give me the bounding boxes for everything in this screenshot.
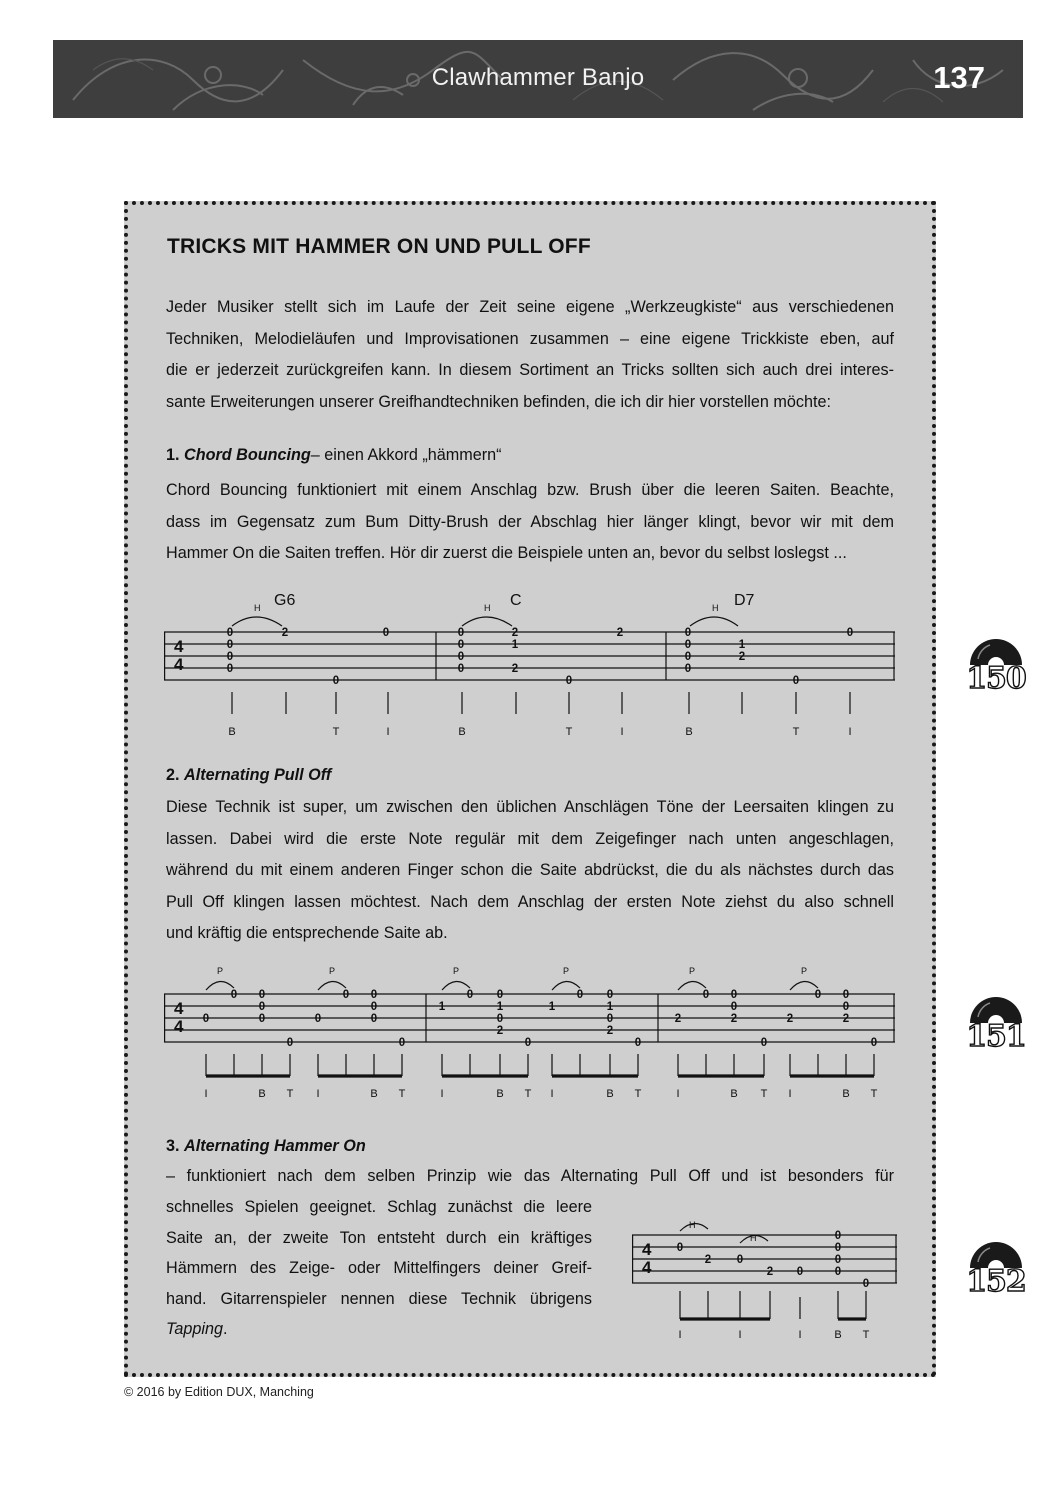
svg-text:T: T: [760, 1088, 768, 1100]
chord-names: [274, 592, 755, 609]
svg-text:0: 0: [496, 989, 504, 1001]
svg-text:0: 0: [606, 1013, 614, 1025]
svg-text:0: 0: [466, 989, 474, 1001]
svg-text:B: B: [842, 1088, 850, 1100]
svg-text:0: 0: [684, 627, 692, 639]
svg-text:I: I: [788, 1088, 792, 1100]
item3-title: [166, 1137, 366, 1156]
svg-text:0: 0: [258, 1013, 266, 1025]
svg-text:0: 0: [457, 639, 465, 651]
item3-line: – funktioniert nach dem selben Prinzip wie das Alternating Pull Off und ist besonders für: [166, 1167, 894, 1185]
svg-text:H: H: [750, 1233, 757, 1243]
svg-text:2: 2: [704, 1254, 712, 1266]
item2-line: Diese Technik ist super, um zwischen den üblichen Anschlägen Töne der Leersaiten klingen zu: [166, 798, 894, 816]
svg-text:0: 0: [814, 989, 822, 1001]
svg-text:2: 2: [511, 663, 519, 675]
svg-text:2: 2: [511, 627, 519, 639]
svg-text:0: 0: [634, 1037, 642, 1049]
svg-text:0: 0: [332, 675, 340, 687]
item3-name: Alternating Hammer On: [184, 1137, 366, 1155]
svg-text:0: 0: [202, 1013, 210, 1025]
svg-text:1: 1: [511, 639, 519, 651]
svg-text:B: B: [606, 1088, 614, 1100]
svg-text:0: 0: [457, 651, 465, 663]
svg-text:0: 0: [226, 627, 234, 639]
item1-line: Chord Bouncing funktioniert mit einem Anschlag bzw. Brush über die leeren Saiten. Beachte,: [166, 481, 894, 499]
item3-line: hand. Gitarrenspieler nennen diese Technik übrigens: [166, 1289, 592, 1308]
svg-text:I: I: [386, 726, 390, 738]
svg-text:I: I: [316, 1088, 320, 1100]
svg-text:B: B: [496, 1088, 504, 1100]
svg-text:0: 0: [286, 1037, 294, 1049]
page-header: [53, 40, 1023, 118]
svg-text:P: P: [329, 966, 336, 976]
item3-line-last: Tapping.: [166, 1320, 228, 1338]
svg-text:0: 0: [676, 1242, 684, 1254]
svg-text:0: 0: [226, 663, 234, 675]
svg-text:0: 0: [834, 1230, 842, 1242]
svg-text:I: I: [678, 1329, 682, 1341]
svg-text:2: 2: [616, 627, 624, 639]
item1-subtitle: – einen Akkord „hämmern“: [310, 446, 502, 464]
svg-text:0: 0: [760, 1037, 768, 1049]
svg-text:0: 0: [862, 1278, 870, 1290]
hammer-mark: H: [484, 603, 491, 613]
cd-track-151: [964, 983, 1028, 1065]
svg-text:0: 0: [370, 1001, 378, 1013]
hammer-mark: H: [712, 603, 719, 613]
tab-alternating-hammer-on: [632, 1215, 898, 1345]
svg-text:I: I: [798, 1329, 802, 1341]
intro-line: Techniken, Melodieläufen und Improvisationen zusammen – eine eigene Trickkiste eben, auf: [166, 329, 894, 348]
cd-track-152: [964, 1228, 1028, 1310]
svg-text:0: 0: [684, 639, 692, 651]
svg-text:0: 0: [314, 1013, 322, 1025]
svg-text:0: 0: [702, 989, 710, 1001]
svg-text:B: B: [685, 726, 693, 738]
stroke-labels: [228, 726, 851, 738]
item3-line: Hämmern des Zeige- oder Mittelfingers deiner Greif-: [166, 1259, 592, 1277]
svg-text:P: P: [563, 966, 570, 976]
item3-line: Saite an, der zweite Ton entsteht durch ein kräftiges: [166, 1228, 592, 1247]
svg-text:0: 0: [576, 989, 584, 1001]
svg-text:4: 4: [174, 999, 184, 1018]
svg-text:I: I: [440, 1088, 444, 1100]
svg-text:B: B: [370, 1088, 378, 1100]
svg-text:0: 0: [684, 663, 692, 675]
svg-text:0: 0: [792, 675, 800, 687]
svg-text:T: T: [398, 1088, 406, 1100]
svg-text:T: T: [332, 726, 340, 738]
svg-text:2: 2: [674, 1013, 682, 1025]
intro-line: die er jederzeit zurückgreifen kann. In diesem Sortiment an Tricks sollten sich auch drei interes-: [166, 361, 894, 379]
svg-text:0: 0: [370, 1013, 378, 1025]
book-title: Clawhammer Banjo: [431, 64, 645, 91]
section-heading: TRICKS MIT HAMMER ON UND PULL OFF: [167, 235, 591, 258]
svg-text:0: 0: [524, 1037, 532, 1049]
page-number: 137: [933, 60, 985, 95]
svg-text:I: I: [848, 726, 852, 738]
intro-line: Jeder Musiker stellt sich im Laufe der Zeit seine eigene „Werkzeugkiste“ aus verschiedenen: [166, 298, 894, 316]
svg-text:T: T: [286, 1088, 294, 1100]
item1-paragraph: [166, 475, 894, 570]
item1-line: dass im Gegensatz zum Bum Ditty-Brush der Abschlag hier länger klingt, bevor wir mit dem: [166, 512, 894, 531]
svg-text:2: 2: [281, 627, 289, 639]
cd-track-number: 150: [966, 661, 1026, 696]
intro-paragraph: [166, 292, 894, 418]
svg-text:I: I: [204, 1088, 208, 1100]
svg-text:1: 1: [606, 1001, 614, 1013]
item1-title: [166, 446, 502, 465]
item2-paragraph: [166, 792, 894, 950]
item3-first-line: [166, 1161, 894, 1193]
cd-track-150: [964, 625, 1028, 707]
item2-line: Pull Off klingen lassen möchtest. Nach dem Anschlag der ersten Note ziehst du also schnell: [166, 892, 894, 911]
svg-text:0: 0: [730, 989, 738, 1001]
svg-text:P: P: [453, 966, 460, 976]
svg-text:0: 0: [230, 989, 238, 1001]
item2-line: lassen. Dabei wird die erste Note regulär mit dem Zeigefinger nach unten angeschlagen,: [166, 829, 894, 848]
svg-text:2: 2: [786, 1013, 794, 1025]
svg-text:0: 0: [398, 1037, 406, 1049]
svg-text:0: 0: [226, 639, 234, 651]
svg-text:H: H: [689, 1220, 696, 1230]
item1-number: 1.: [166, 446, 180, 464]
svg-text:0: 0: [226, 651, 234, 663]
cd-track-number: 152: [966, 1264, 1026, 1299]
svg-text:0: 0: [565, 675, 573, 687]
svg-text:0: 0: [842, 989, 850, 1001]
svg-text:T: T: [565, 726, 573, 738]
svg-text:0: 0: [342, 989, 350, 1001]
chord-name: C: [510, 592, 522, 609]
svg-text:0: 0: [796, 1266, 804, 1278]
svg-text:0: 0: [496, 1013, 504, 1025]
svg-text:B: B: [834, 1329, 842, 1341]
chord-name: D7: [734, 592, 755, 609]
svg-text:2: 2: [496, 1025, 504, 1037]
item3-line: schnelles Spielen geeignet. Schlag zunächst die leere: [166, 1198, 592, 1216]
svg-text:1: 1: [496, 1001, 504, 1013]
item3-last-word: Tapping: [166, 1320, 224, 1338]
svg-text:I: I: [550, 1088, 554, 1100]
svg-text:1: 1: [738, 639, 746, 651]
svg-text:0: 0: [684, 651, 692, 663]
svg-text:B: B: [458, 726, 466, 738]
svg-text:T: T: [870, 1088, 878, 1100]
item3-paragraph: [166, 1192, 592, 1345]
svg-text:0: 0: [834, 1242, 842, 1254]
cd-track-number: 151: [966, 1019, 1026, 1054]
svg-text:4: 4: [174, 1017, 184, 1036]
item2-name: Alternating Pull Off: [184, 766, 332, 784]
time-signature: [174, 637, 184, 674]
svg-text:0: 0: [736, 1254, 744, 1266]
tab-alternating-pull-off: [164, 960, 896, 1102]
svg-text:I: I: [738, 1329, 742, 1341]
svg-text:0: 0: [258, 989, 266, 1001]
item3-number: 3.: [166, 1137, 180, 1155]
svg-text:4: 4: [642, 1258, 652, 1277]
hammer-mark: H: [254, 603, 261, 613]
svg-text:B: B: [228, 726, 236, 738]
chord-name: G6: [274, 592, 296, 609]
tab-chord-bouncing: [164, 586, 896, 742]
svg-text:4: 4: [642, 1240, 652, 1259]
svg-text:0: 0: [258, 1001, 266, 1013]
svg-text:0: 0: [457, 663, 465, 675]
svg-text:2: 2: [766, 1266, 774, 1278]
svg-text:B: B: [258, 1088, 266, 1100]
svg-text:P: P: [689, 966, 696, 976]
svg-text:1: 1: [438, 1001, 446, 1013]
svg-text:I: I: [620, 726, 624, 738]
svg-text:0: 0: [870, 1037, 878, 1049]
svg-text:T: T: [524, 1088, 532, 1100]
svg-text:T: T: [792, 726, 800, 738]
svg-text:0: 0: [834, 1254, 842, 1266]
svg-text:2: 2: [606, 1025, 614, 1037]
svg-text:P: P: [801, 966, 808, 976]
svg-text:2: 2: [842, 1013, 850, 1025]
svg-text:0: 0: [730, 1001, 738, 1013]
svg-text:4: 4: [174, 655, 184, 674]
item1-line: Hammer On die Saiten treffen. Hör dir zuerst die Beispiele unten an, bevor du selbst loslegst ...: [166, 544, 847, 562]
tab-numbers: [227, 627, 853, 687]
svg-text:4: 4: [174, 637, 184, 656]
svg-text:2: 2: [730, 1013, 738, 1025]
svg-text:I: I: [676, 1088, 680, 1100]
svg-text:T: T: [634, 1088, 642, 1100]
svg-text:1: 1: [548, 1001, 556, 1013]
slur-marks: [232, 617, 738, 626]
item2-line: und kräftig die entsprechende Saite ab.: [166, 924, 448, 942]
item2-number: 2.: [166, 766, 180, 784]
svg-text:0: 0: [382, 627, 390, 639]
svg-text:B: B: [730, 1088, 738, 1100]
svg-text:0: 0: [846, 627, 854, 639]
intro-line: sante Erweiterungen unserer Greifhandtechniken befinden, die ich dir hier vorstellen möchte:: [166, 392, 831, 411]
item2-line: während du mit einem anderen Finger schon die Saite abdrückst, die du als nächstes durch das: [166, 861, 894, 879]
svg-text:0: 0: [370, 989, 378, 1001]
svg-text:0: 0: [834, 1266, 842, 1278]
item2-title: [166, 766, 331, 785]
svg-text:T: T: [862, 1329, 870, 1341]
copyright-footer: © 2016 by Edition DUX, Manching: [124, 1385, 314, 1399]
svg-text:2: 2: [738, 651, 746, 663]
svg-text:0: 0: [606, 989, 614, 1001]
svg-text:0: 0: [842, 1001, 850, 1013]
svg-text:P: P: [217, 966, 224, 976]
item1-name: Chord Bouncing: [184, 446, 311, 464]
svg-text:0: 0: [457, 627, 465, 639]
